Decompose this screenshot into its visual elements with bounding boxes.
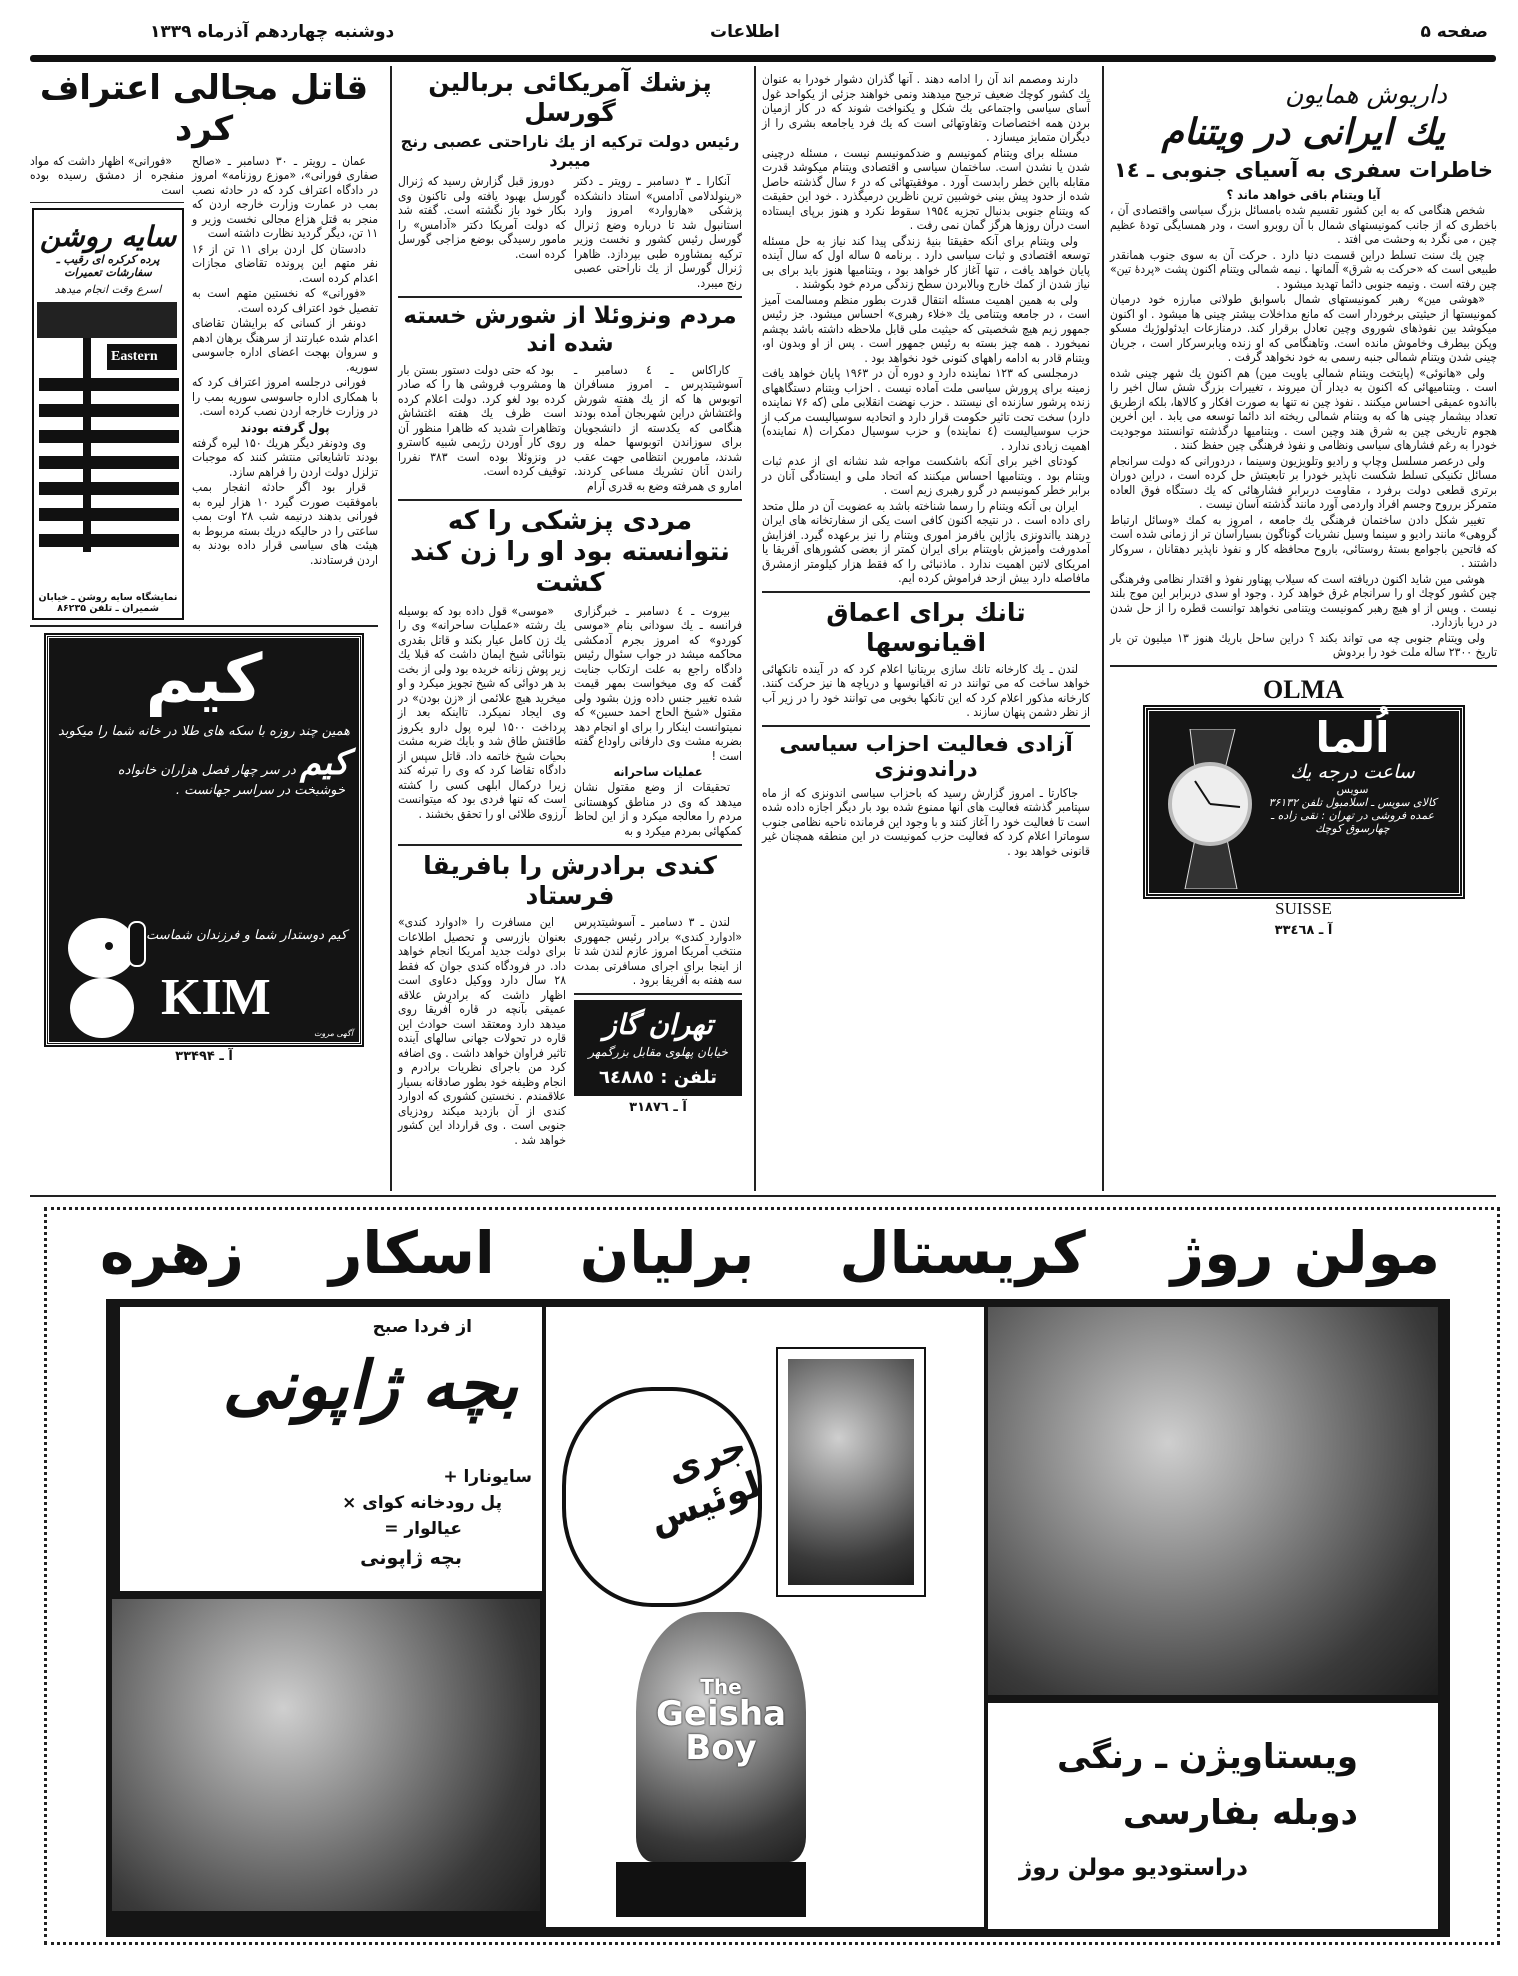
ad-address: نمایشگاه سایه روشن ـ خیابان شمیران ـ تلفن ۸۶۲۳۵ xyxy=(38,592,178,615)
headline-venezuela: مردم ونزوئلا از شورش خسته شده اند xyxy=(403,303,737,357)
ad-code: آ ـ ۳۳۴۹۴ xyxy=(175,1049,233,1065)
ad-line: کالای سویس ـ اسلامبول تلفن ۳۶۱۳۲ xyxy=(1268,796,1437,810)
ad-line: کیم دوستدار شما و فرزندان شماست xyxy=(146,928,347,944)
column-2 xyxy=(390,66,742,1191)
ad-brand: اُلما xyxy=(1315,712,1390,762)
column-vietnam xyxy=(1102,66,1497,1191)
divider xyxy=(30,202,184,203)
news-columns xyxy=(30,66,1518,1191)
column-3 xyxy=(754,66,1090,1191)
divider xyxy=(398,296,742,298)
ad-line: ساعت درجه یك xyxy=(1290,761,1415,784)
kim-ice-cream-ad xyxy=(46,635,362,1045)
ad-brand: تهران گاز xyxy=(603,1007,713,1041)
article-kennedy: لندن ـ ۳ دسامبر ـ آسوشیتدپرس «ادوارد کندی» برادر رئیس جمهوری منتخب آمریکا امروز عازم لندن شد تا از اینجا برای اجرای مسافرتی بمدت سه هفته به آفریقا برود . xyxy=(574,915,742,988)
ad-brand: کیم xyxy=(145,640,263,718)
poster-info-panel xyxy=(988,1703,1438,1929)
article-vietnam: آیا ویتنام باقی خواهد ماند ؟ شخص هنگامی که به این کشور تقسیم شده بامسائل بزرگ سیاسی واقتصادی آن ، باخطری که از جانب کمونیستهای شمال با آن روبرو است ، ودر همسایگی تودهٔ عظیم چین ، می نگرد به وحشت می افتد . چین یك سنت تسلط دراین قسمت دنیا دارد . حرکت آن به سوی جنوب همانقدر طبیعی است که «حرکت به شرق» آلمانها . نیمه شمالی ویتنام اکنون پشت «پردهٔ تین» چین رفته است . ونیمه جنوبی دائما تهدید میشود . «هوشی مین» رهبر کمونیستهای شمال باسوابق طولانی مبارزه خود درمیان کمونیستها از حیثیتی برخوردار است که مانع مداخلات بیشتر چینی ها میشود . او اکنون میکوشد بین نفوذهای شوروی وچین تعادل برقرار کند. درمنازعات ایدئولوژیك مسکو وپکن بیطرف وخاموش مانده است. وتاهنگامی که او زنده ویابرسرکار است ، جریان چینی شدن ویتنام شمالی جنبه رسمی به خود نخواهد گرفت . ولی «هانوئی» (پایتخت ویتنام شمالی یاویت مین) هم اکنون یك شهر چینی شده است . ویتنامیهائی که اکنون به دیدار آن میروند ، تغییرات بزرگ شش سال اخیر را بااندوه عمیقی احساس میکنند . نفوذ چین نه تنها به صورت افکار و کالاها، بلکه ازطریق تعداد بیشمار چینی ها که به ویتنام شمالی ریخته اند دائما توسعه می یابد . این آخرین هجوم تاریخی چین به شرق هند وچین است . ویتنامیها درگذشته توانستند موجودیت خودرا به رغم فشارهای سیاسی ونظامی و نفوذ فرهنگی چین حفظ کنند . ولی درعصر مسلسل وچاپ و رادیو وتلویزیون وسینما ، دردورانی که دولت سرانجام مسائل تکنیکی تسلط شکست ناپذیر خودرا بر تابعیتش حل کرده است ، دراین دوران برتری قطعی دولت برفرد ، مقاومت دربرابر فشارهائی که یك دستگاه فوق العاده متمرکز برروح وجسم افراد واردمی آورد مانند گذشته آسان نیست . تغییر شکل دادن ساختمان فرهنگی یك جامعه ، امروز به کمك «وسائل ارتباط گروهی» مانند رادیو و سینما وسیل نشریات گوناگون بسیارآسان تر از زمانی شده است که فاتحین باجوامع بستهٔ روستائی، باروح محافظه کار و نفوذ ناپذیر دهقانان ، سروکار داشتند . هوشی مین شاید اکنون دریافته است که سیلاب پهناور نفوذ و اقتدار نظامی وفرهنگی چین کشور کوچك او را سرانجام غرق خواهد کرد . وجود او سدی دربرابر این موج بلند نیست . وپس از او هیچ رهبر کمونیست ویتنامی نخواهد توانست قطره را از حل شدن در دریا بازدارد. ولی ویتنام جنوبی چه می تواند بکند ؟ دراین ساحل باریك هنوز ۱۳ میلیون تن بار تاریخ ۲۳۰۰ ساله ملت خود را بردوش xyxy=(1110,187,1497,660)
divider xyxy=(762,591,1090,593)
article-gursel: دوروز قبل گزارش رسید که ژنرال گورسل بهبود یافته ولی تاکنون وی بکار خود باز نگشته است. گفته شد که دولت آمریکا دکتر «آدامس» را مامور رسیدگی بوضع مزاجی گورسل کرده است. xyxy=(398,174,566,261)
ad-credit: آگهی مروت xyxy=(313,1029,353,1039)
divider xyxy=(574,993,742,995)
article-tank: لندن ـ یك کارخانه تانك سازی بریتانیا اعلام کرد که در آینده تانکهائی خواهد ساخت که می توانند در ته اقیانوسها و دریاچه ها نیز حرکت کنند. کارخانه مذکور اعلام کرد که این تانکها بخوبی می توانند خود را در زیر آب از نظر دشمن پنهان سازند . xyxy=(762,661,1090,719)
ad-code: آ ـ ۳۱۸۷٦ xyxy=(629,1100,687,1116)
tagline: پل رودخانه کوای × xyxy=(342,1493,502,1513)
ad-line: عمده فروشی در تهران : نقی زاده ـ چهارسوق کوچك xyxy=(1270,809,1435,836)
film-still-photo xyxy=(112,1599,540,1911)
ad-brand-latin: OLMA xyxy=(1263,674,1344,704)
divider xyxy=(1110,665,1497,667)
headline-tank: تانك برای اعماق اقیانوسها xyxy=(826,597,1026,657)
film-format: ویستاویژن ـ رنگی xyxy=(1056,1737,1358,1777)
poster-center-panel xyxy=(546,1307,984,1927)
studio-info: دراستودیو مولن روژ xyxy=(1018,1855,1248,1881)
headline-vietnam: یك ایرانی در ویتنام xyxy=(1161,111,1446,153)
cinema-name: زهره xyxy=(100,1219,244,1287)
scroll-frame xyxy=(776,1347,926,1597)
article-majali: عمان ـ رویتر ـ ۳۰ دسامبر ـ «صالح صفاری فورانی»، «موزع روزنامه» امروز در دادگاه اعتراف کرد که در حادثه نصب بمب در عمارت وزارت خارجه اردن که منجر به قتل هزاع مجالی نخست وزیر و ۱۱ تن، دیگر گردید نظارت داشته است دادستان کل اردن برای ۱۱ تن از ۱۶ نفر متهم این پرونده تقاضای مجازات اعدام کرده است. «فورانی» که نخستین متهم است به تفصیل خود اعتراف کرده است. دونفر از کسانی که برایشان تقاضای اعدام شده عبارتند از سرهنگ برهان ادهم و سروان بهجت اعضای اداره جاسوسی سوریه. فورانی درجلسه امروز اعتراف کرد که با همکاری اداره جاسوسی سوریه بمب را در وزارت خارجه اردن نصب کرده است. پول گرفته بودند وی ودونفر دیگر هریك ۱۵۰ لیره گرفته بودند تاشایعاتی منتشر کنند که موجبات تزلزل دولت اردن را فراهم سازد. قرار بود اگر حادثه انفجار بمب باموفقیت صورت گیرد ۱۰ هزار لیره به فورانی بدهند درنیمه شب ۲۸ اوت بمب ساعتی را در حالیکه دریك بسته مربوط به هیئت های سیاسی قرار داده بودند به اردن فرستادند. xyxy=(192,153,378,567)
article-vietnam-continued: دارند ومصمم اند آن را ادامه دهند . آنها گذران دشوار خودرا به عنوان یك کشور کوچك ضعیف ترجیح میدهند ونمی خواهند جزئی از یکواحد غول آسای سیاسی واجتماعی یك شکل و یکنواخت شوند که در کار ازمیان بردن همه اختصاصات وتفاوتهائی است که یك فرد یاجامعه بشری را از دیگران متمایز میسازد . مسئله برای ویتنام کمونیسم و ضدکمونیسم نیست ، مسئله درچینی شدن یا نشدن است. ساختمان سیاسی و اقتصادی ویتنام میکوشد قدرت مقابله بااین خطر رابدست آورد . موفقیتهائی که در ۶ سال گذشته حاصل شده از حدود پیش بینی خوشبین ترین ناظرین درمیگذرد . خود این حقیقت که ویتنام جنوبی بدنبال تجزیه ۱۹۵٤ سقوط نکرد و هنوز برپای ایستاده است درآن روزها هرگز گمان نمی رفت . ولی ویتنام برای آنکه حقیقتا بنیهٔ زندگی پیدا کند نیاز به حل مسئله توسعه اقتصادی و ثبات سیاسی دارد . برنامه ۵ ساله اول که سال آینده پایان خواهد یافت ، تنها آغاز کار خواهد بود ، ویتنامیها هنوز باید برای بی نیاز شدن از کمك خارج وبالابردن سطح زندگی مردم خود بکوشند . ولی به همین اهمیت مسئله انتقال قدرت بطور منظم ومسالمت آمیز است ، در جامعه ویتنامی یك «خلاء رهبری» احساس میشود. جز رئیس جمهور زیم هیچ شخصیتی که حیثیت ملی قابل ملاحظه داشته باشد بچشم نمیخورد . همه چیز بسته به رئیس جمهور است . پس از او وبدون او، ویتنام قادر به ادامه راههای کنونی خود نخواهد بود . درمجلسی که ۱۲۳ نماینده دارد و دوره آن در ۱۹۶۳ پایان خواهد یافت زمینه برای پرورش سیاسی ملت آماده نیست . احزاب ویتنام دستگاههای زنده پرشور سازنده ای نیستند . حزب نهضت انقلابی ملی (که ۷۶ نماینده دارد) سخت تحت تاثیر حکومت قرار دارد و اتحادیه سوسیالیست مرکب از حزب سوسیالیست (٤ نماینده) و حزب سوسیال دمکرات (۸ نماینده) اهمیت زیادی ندارد . کودتای اخیر برای آنکه باشکست مواجه شد نشانه ای از عدم ثبات ویتنام بود . ویتنامیها احساس میکنند که اتحاد ملی و ایستادگی آنان در برابر خطر کمونیسم در گرو رهبری زیم است . ایران بی آنکه ویتنام را رسما شناخته باشد به عضویت آن در ملل متحد رای داده است . در نتیجه اکنون کافی است یکی از سفارتخانه های ایران درهند یااندونزی یاژاپن یافرمز اموری ویتنام را نیز برعهده گیرد. افزایش آمدورفت وآمیزش باویتنام برای ایران کمتر از بعضی کشورهای آفریقا یا امریکای لاتین اهمیت ندارد . ماذنبائی را که فقط هزار کیلومتر ازمشرق مافاصله دارد بیش ازحد فراموش کرده ایم. xyxy=(762,72,1091,585)
divider xyxy=(762,725,1090,727)
article-kennedy: این مسافرت را «ادوارد کندی» بعنوان بازرسی و تحصیل اطلاعات برای دولت جدید آمریکا انجام خواهد داد. در فرودگاه کندی جوان که فقط ۲۸ سال دارد ووکیل دعاوی است اظهار داشت که برادرش علاقه عمیقی بآنچه در قاره آفریقا روی میدهد دارد ومعتقد است حوادث این قاره در تحولات جهانی سالهای آینده تاثیر فراوان خواهد داشت . وی اضافه کرد من باجرای نظریات برادرم و انجام وظیفه خود بطور صادقانه بسیار علاقمندم . نخستین کشوری که ادوارد کندی از آن بازدید میکند رودزیای جنوبی است . وی قرارداد این کشور خواهد شد . xyxy=(398,915,566,1147)
divider xyxy=(398,844,742,846)
divider xyxy=(398,499,742,501)
olma-watch-ad xyxy=(1139,675,1469,919)
bear-mascot-icon xyxy=(57,908,157,1038)
cinema-name: برلیان xyxy=(579,1219,755,1287)
dubbing-info: دوبله بفارسی xyxy=(1122,1793,1358,1833)
film-title: بچه ژاپونی xyxy=(222,1347,518,1424)
ad-logo-text: Eastern xyxy=(111,349,158,365)
cinema-ad xyxy=(0,1201,1518,1951)
article-doctor: «موسی» قول داده بود که بوسیله یك رشته «عملیات ساحرانه» وی را یك زن کامل عیار بکند و قاتل بقدری بتوانائی شیخ ایمان داشت که قبلا یك زیر پوش زنانه خریده بود ولی از بخت بد هر دوائی که شیخ تجویز میکرد و او میخرید هیچ علائمی از «زن بودن» در وی ایجاد نمیکرد. تااینکه بعد از پرداخت ۱۵۰۰ لیره پول دارو یکروز طاقتش طاق شد و بایك ضربه مشت بحیات شیخ خاتمه داد. قاتل سپس از دادگاه تقاضا کرد که وی را تبرئه کند زیرا درکمال ابلهی کسی را کشته است که تنها فردی بود که میتوانست آرزوی طلائی او را تحقق بخشند . xyxy=(398,603,566,821)
tagline: بچه ژاپونی xyxy=(360,1547,462,1569)
stool-illustration xyxy=(616,1862,806,1917)
ad-line: در سر چهار فصل هزاران خانواده xyxy=(117,763,296,779)
film-still-photo xyxy=(988,1307,1438,1695)
film-title-english: The Geisha Boy xyxy=(656,1675,787,1768)
issue-date: دوشنبه چهاردهم آذرماه ۱۳۳۹ xyxy=(150,22,395,42)
article-gursel: آنکارا ـ ۳ دسامبر ـ رویتر ـ دکتر «رینولدلامی آدامس» استاد دانشکده پزشکی «هاروارد» امروز وارد استانبول شد تا درباره وضع ژنرال گورسل رئیس کشور و نخست وزیر ترکیه بمشاوره طبی بپردازد. ظاهرا ژنرال گورسل از یك ناراحتی عصبی رنج میبرد. xyxy=(574,174,742,290)
ad-phone: تلفن : ٦٤٨٨٥ xyxy=(599,1067,717,1089)
divider xyxy=(30,1195,1496,1197)
ad-code: آ ـ ۳۳٤٦۸ xyxy=(1274,922,1333,938)
ad-brand: کیم xyxy=(299,743,349,784)
cinema-name: کریستال xyxy=(839,1219,1086,1287)
article-venezuela: بود که حتی دولت دستور بستن بار ها ومشروب فروشی ها را که صادر کرده بود لغو کرد. دولت اعلام کرده است ظرف یك هفته اغتشاش وتظاهرات شدید که ظاهرا منظور آن روی کار آوردن رژیمی شبیه کاسترو در ونزوئلا بوده است ۳۸۳ نفررا توقیف کرده است. xyxy=(398,362,566,479)
tagline: سایونارا + xyxy=(443,1467,532,1487)
byline: داریوش همایون xyxy=(1285,80,1447,109)
ad-line: همین چند روزه با سکه های طلا در خانه شما را میکوبد xyxy=(58,724,350,740)
article-majali-side: «فورانی» اظهار داشت که مواد منفجره از دمشق رسیده بوده است xyxy=(30,153,184,197)
headline-doctor: مردی پزشکی را که نتوانسته بود او را زن کند کشت xyxy=(410,506,730,599)
ad-brand-latin: KIM xyxy=(161,969,271,1027)
poster-title-panel xyxy=(120,1307,542,1591)
masthead-rule xyxy=(30,55,1496,62)
cinema-list xyxy=(100,1215,1440,1291)
question-heading: آیا ویتنام باقی خواهد ماند ؟ xyxy=(1226,187,1381,203)
ad-country: SUISSE xyxy=(1275,898,1332,918)
ad-address: خیابان پهلوی مقابل بزرگمهر xyxy=(588,1045,728,1060)
subhead: عملیات ساحرانه xyxy=(613,764,703,780)
ad-line: خوشبخت در سراسر جهانست . xyxy=(175,783,345,799)
cinema-name: مولن روژ xyxy=(1170,1219,1440,1287)
cinema-name: اسکار xyxy=(328,1219,495,1287)
headline-indonesia: آزادی فعالیت احزاب سیاسی دراندونزی xyxy=(779,731,1073,781)
film-still-photo xyxy=(788,1359,914,1585)
ad-tagline: اسرع وقت انجام میدهد xyxy=(54,283,162,297)
ad-tagline: پرده کرکره ای رقیب ـ سفارشات تعمیرات xyxy=(56,253,160,280)
sayeh-roshan-ad xyxy=(32,208,184,620)
opening-text: از فردا صبح xyxy=(372,1317,472,1337)
article-doctor: بیروت ـ ٤ دسامبر ـ خبرگزاری فرانسه ـ یك سودانی بنام «موسی کوردو» که امروز بجرم آدمکشی محاکمه میشد در جواب سئوال رئیس دادگاه راجع به علت ارتکاب جنایت گفت که وی میخواست بمهر قیمت شده تغییر جنس داده وزن بشود ولی مقتول «شیخ الحاج احمد حسین» که نمیتوانست اینکار را برای او انجام دهد بضربه مشت وی دارفانی راوداع گفته است ! عملیات ساحرانه تحقیقات از وضع مقتول نشان میدهد که وی در مناطق کوهستانی مردم را معالجه میکرد و از این لحاظ کمکهائی بمردم میکرد و به xyxy=(574,603,742,838)
wristwatch-icon xyxy=(1155,729,1259,889)
newspaper-name: اطلاعات xyxy=(710,22,780,42)
subhead: پول گرفته بودند xyxy=(240,419,330,435)
ad-brand: سایه روشن xyxy=(39,220,177,254)
headline-kennedy: کندی برادرش را بافریقا فرستاد xyxy=(423,851,717,911)
subhead-vietnam: خاطرات سفری به آسیای جنوبی ـ ١٤ xyxy=(1113,158,1494,183)
column-majali xyxy=(30,66,378,1191)
tehran-gas-ad xyxy=(574,1000,742,1097)
subhead-gursel: رئیس دولت ترکیه از یك ناراحتی عصبی رنج میبرد xyxy=(400,132,740,171)
window-blind-illustration xyxy=(37,302,181,552)
page-number: صفحه ۵ xyxy=(1420,22,1488,42)
star-name: جری لوئیس xyxy=(643,1425,767,1543)
ad-line: سویس xyxy=(1336,783,1369,797)
divider xyxy=(30,625,378,627)
article-indonesia: جاکارتا ـ امروز گزارش رسید که باحزاب سیاسی اندونزی که از ماه سپتامبر گذشته فعالیت های آنها ممنوع شده بود بار دیگر اجازه داده شده است تا فعالیت خود را آغاز کنند و با وجود این فرمانده ناحیه نظامی جنوب سوماترا اعلام کرد که فعالیت حزب کمونیست در این منطقه همچنان غیر قانونی خواهد بود . xyxy=(762,785,1090,858)
tagline: عیالوار = xyxy=(384,1519,462,1539)
headline-majali: قاتل مجالی اعتراف کرد xyxy=(39,68,369,149)
headline-gursel: پزشك آمریکائی بربالین گورسل xyxy=(428,68,712,127)
article-venezuela: کاراکاس ـ ٤ دسامبر ـ آسوشیتدپرس ـ امروز مسافران اتوبوس ها که از یك هفته شورش واغتشاش دراین شهربجان آمده بودند هنگامی که یکدسته از دانشجویان برای سوزاندن اتوبوسها حمله ور شدند، مامورین انتظامی جهت عقب راندن آنان تشریك مساعی کردند. امارو ی همرفته وضع به قدری آرام xyxy=(574,362,742,493)
lantern-icon xyxy=(562,1387,767,1607)
